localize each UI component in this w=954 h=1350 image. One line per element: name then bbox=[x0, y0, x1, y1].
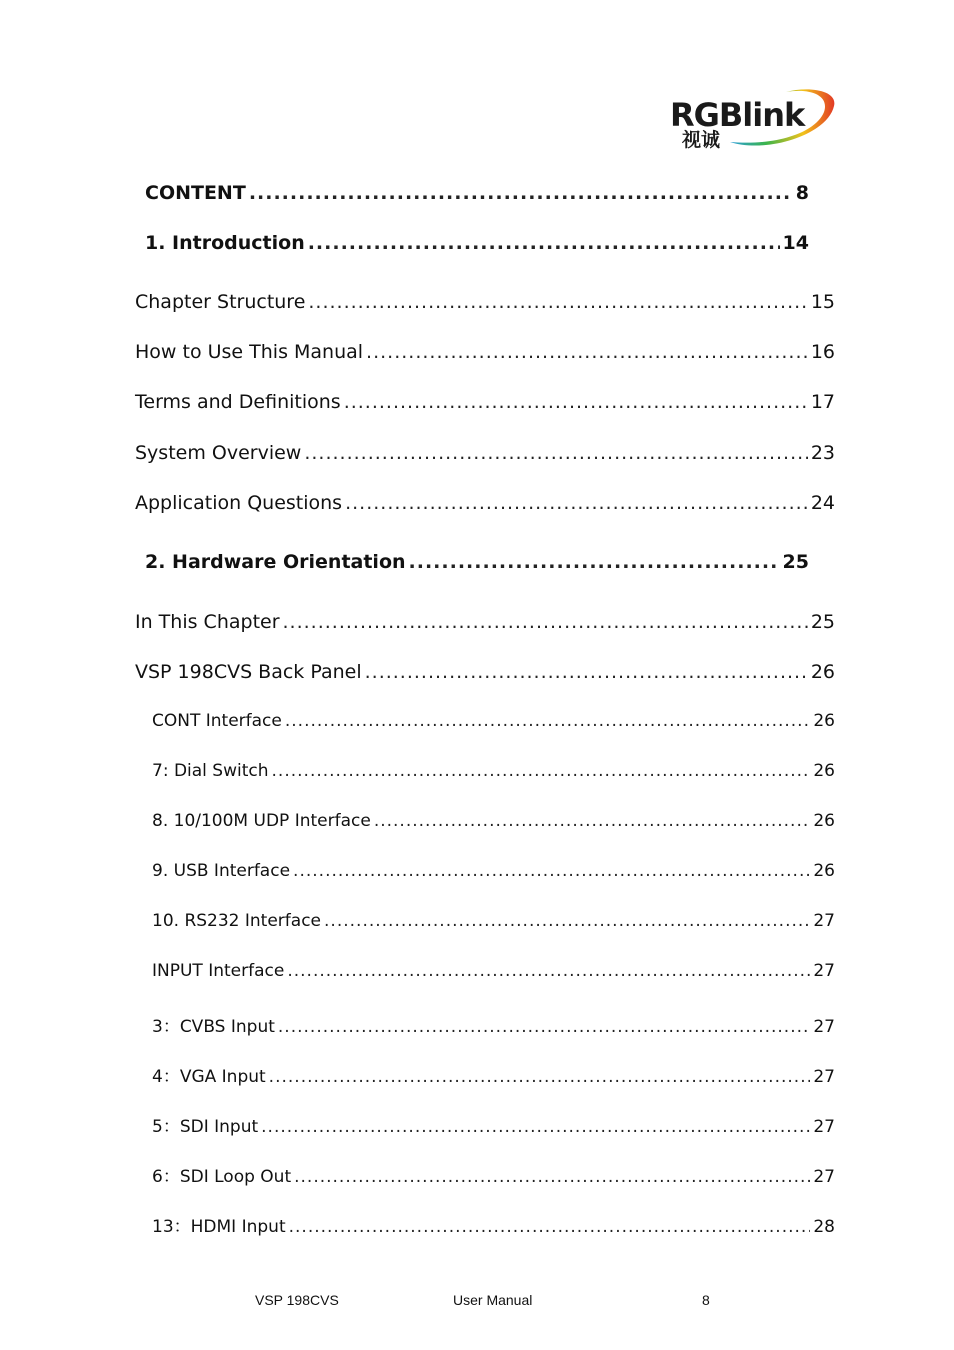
toc-entry-page: 26 bbox=[813, 811, 835, 831]
toc-entry[interactable] bbox=[152, 761, 835, 781]
toc-entry[interactable] bbox=[145, 551, 809, 573]
toc-entry[interactable] bbox=[152, 911, 835, 931]
toc-entry[interactable] bbox=[152, 1112, 835, 1137]
toc-entry-title: 13：HDMI Input bbox=[152, 1217, 286, 1237]
toc-entry-title: Application Questions bbox=[135, 492, 343, 514]
toc-dot-leader bbox=[249, 182, 793, 204]
toc-entry-page: 27 bbox=[813, 961, 835, 981]
toc-dot-leader bbox=[278, 1017, 810, 1037]
toc-entry[interactable] bbox=[152, 1212, 835, 1237]
toc-entry-title: VSP 198CVS Back Panel bbox=[135, 661, 362, 683]
toc-entry-page: 17 bbox=[810, 391, 835, 413]
toc-entry-page: 14 bbox=[782, 232, 809, 254]
toc-entry[interactable] bbox=[135, 442, 835, 464]
toc-entry-title: CONT Interface bbox=[152, 711, 282, 731]
toc-dot-leader bbox=[344, 391, 808, 413]
toc-entry-page: 25 bbox=[782, 551, 809, 573]
toc-entry-page: 27 bbox=[813, 1167, 835, 1187]
toc-dot-leader bbox=[283, 611, 808, 633]
toc-entry-page: 23 bbox=[810, 442, 835, 464]
toc-dot-leader bbox=[289, 1217, 811, 1237]
toc-entry-page: 25 bbox=[810, 611, 835, 633]
toc-entry-page: 27 bbox=[813, 911, 835, 931]
toc-entry-title: 7: Dial Switch bbox=[152, 761, 269, 781]
toc-entry-page: 26 bbox=[813, 711, 835, 731]
toc-dot-leader bbox=[293, 861, 810, 881]
toc-dot-leader bbox=[365, 661, 808, 683]
toc-entry[interactable] bbox=[135, 391, 835, 413]
toc-entry-page: 26 bbox=[813, 761, 835, 781]
footer-doc-title: User Manual bbox=[453, 1292, 533, 1308]
toc-dot-leader bbox=[324, 911, 810, 931]
toc-entry-title: System Overview bbox=[135, 442, 302, 464]
toc-entry-page: 26 bbox=[813, 861, 835, 881]
toc-entry[interactable] bbox=[145, 182, 809, 204]
toc-entry-page: 27 bbox=[813, 1017, 835, 1037]
toc-entry[interactable] bbox=[152, 711, 835, 731]
toc-entry-title: Terms and Definitions bbox=[135, 391, 341, 413]
toc-entry[interactable] bbox=[152, 1162, 835, 1187]
toc-entry-title: 8. 10/100M UDP Interface bbox=[152, 811, 371, 831]
toc-dot-leader bbox=[304, 442, 807, 464]
toc-entry[interactable] bbox=[135, 661, 835, 683]
toc-entry[interactable] bbox=[152, 861, 835, 881]
toc-entry[interactable] bbox=[152, 1012, 835, 1037]
toc-dot-leader bbox=[269, 1067, 811, 1087]
toc-entry-title: 1. Introduction bbox=[145, 232, 305, 254]
logo-brand-text: RGBlink bbox=[670, 96, 805, 134]
toc-dot-leader bbox=[409, 551, 780, 573]
toc-entry[interactable] bbox=[135, 341, 835, 363]
footer-product: VSP 198CVS bbox=[255, 1292, 339, 1308]
toc-entry[interactable] bbox=[145, 232, 809, 254]
toc-entry-page: 16 bbox=[810, 341, 835, 363]
toc-dot-leader bbox=[272, 761, 811, 781]
toc-entry-title: In This Chapter bbox=[135, 611, 280, 633]
toc-entry[interactable] bbox=[135, 492, 835, 514]
toc-dot-leader bbox=[374, 811, 811, 831]
toc-entry[interactable] bbox=[152, 961, 835, 981]
toc-entry-title: 10. RS232 Interface bbox=[152, 911, 322, 931]
toc-entry-title: 2. Hardware Orientation bbox=[145, 551, 406, 573]
toc-entry-title: INPUT Interface bbox=[152, 961, 285, 981]
toc-entry-page: 28 bbox=[813, 1217, 835, 1237]
toc-entry-title: 5：SDI Input bbox=[152, 1117, 259, 1137]
toc-entry-title: How to Use This Manual bbox=[135, 341, 364, 363]
logo-sub-text: 视诚 bbox=[682, 129, 721, 151]
toc-dot-leader bbox=[308, 291, 807, 313]
toc-dot-leader bbox=[308, 232, 780, 254]
toc-dot-leader bbox=[285, 711, 810, 731]
toc-entry-page: 8 bbox=[795, 182, 809, 204]
footer-page-number: 8 bbox=[702, 1292, 710, 1308]
toc-entry[interactable] bbox=[152, 811, 835, 831]
toc-entry-page: 26 bbox=[810, 661, 835, 683]
toc-entry-title: 9. USB Interface bbox=[152, 861, 291, 881]
toc-dot-leader bbox=[261, 1117, 810, 1137]
toc-entry-page: 27 bbox=[813, 1117, 835, 1137]
toc-dot-leader bbox=[294, 1167, 810, 1187]
toc-entry[interactable] bbox=[152, 1062, 835, 1087]
toc-entry-title: 3：CVBS Input bbox=[152, 1017, 275, 1037]
toc-entry[interactable] bbox=[135, 291, 835, 313]
toc-entry-title: Chapter Structure bbox=[135, 291, 306, 313]
toc-entry-title: CONTENT bbox=[145, 182, 246, 204]
toc-dot-leader bbox=[287, 961, 810, 981]
toc-dot-leader bbox=[366, 341, 808, 363]
toc-entry-title: 6：SDI Loop Out bbox=[152, 1167, 292, 1187]
toc-dot-leader bbox=[345, 492, 808, 514]
toc-entry-page: 15 bbox=[810, 291, 835, 313]
toc-entry-page: 24 bbox=[810, 492, 835, 514]
toc-entry-page: 27 bbox=[813, 1067, 835, 1087]
toc-entry[interactable] bbox=[135, 611, 835, 633]
toc-entry-title: 4：VGA Input bbox=[152, 1067, 266, 1087]
